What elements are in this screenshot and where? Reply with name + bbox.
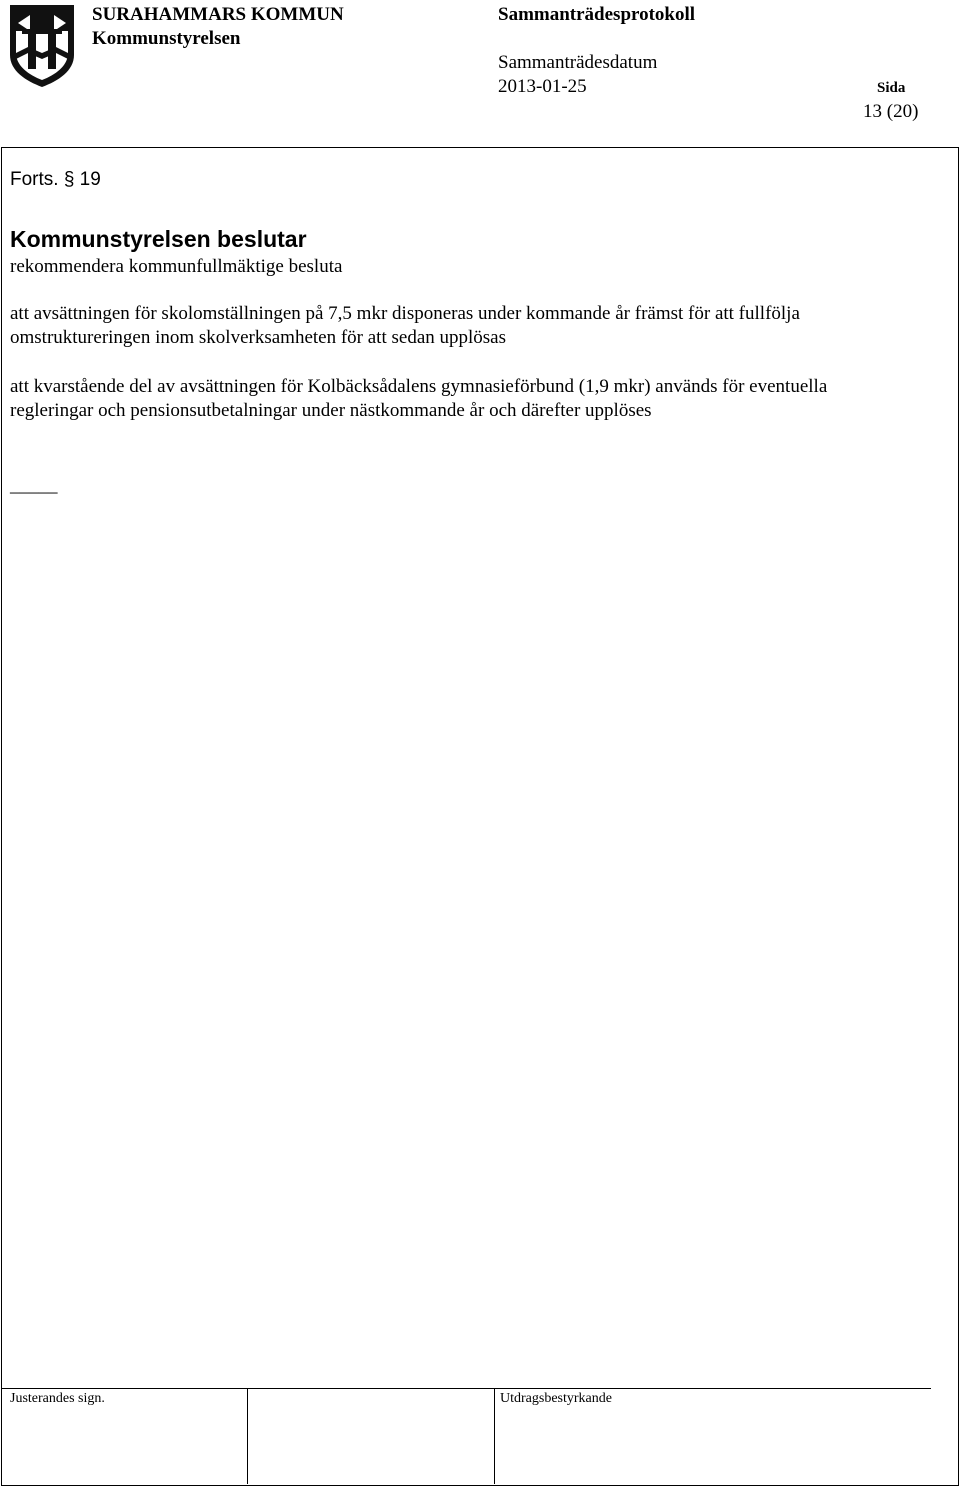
end-mark: _____	[10, 475, 58, 496]
decision-item-1-line-1: att avsättningen för skolomställningen på 7,5 mkr disponeras under kommande år främst för att fullfölja	[10, 303, 800, 324]
decision-item-2-line-2: regleringar och pensionsutbetalningar under nästkommande år och därefter upplöses	[10, 400, 652, 421]
footer-divider	[1, 1388, 931, 1389]
decision-item-1-line-2: omstruktureringen inom skolverksamheten för att sedan upplösas	[10, 327, 507, 348]
footer-column-divider-2	[494, 1388, 495, 1484]
coat-of-arms-logo	[8, 3, 76, 89]
meeting-date: 2013-01-25	[498, 76, 587, 97]
decision-heading: Kommunstyrelsen beslutar	[10, 226, 307, 252]
meeting-date-label: Sammanträdesdatum	[498, 52, 658, 73]
footer-column-divider-1	[247, 1388, 248, 1484]
municipality-name: SURAHAMMARS KOMMUN	[92, 4, 344, 25]
decision-item-2-line-1: att kvarstående del av avsättningen för Kolbäcksådalens gymnasieförbund (1,9 mkr) används för eventuella	[10, 376, 828, 397]
decision-intro: rekommendera kommunfullmäktige besluta	[10, 256, 343, 277]
board-name: Kommunstyrelsen	[92, 28, 241, 49]
certified-extract-label: Utdragsbestyrkande	[500, 1391, 612, 1406]
page-number: 13 (20)	[863, 101, 919, 122]
continuation-label: Forts. § 19	[10, 169, 101, 190]
page-label: Sida	[877, 80, 906, 96]
document-type: Sammanträdesprotokoll	[498, 4, 696, 25]
adjuster-signature-label: Justerandes sign.	[10, 1391, 105, 1406]
